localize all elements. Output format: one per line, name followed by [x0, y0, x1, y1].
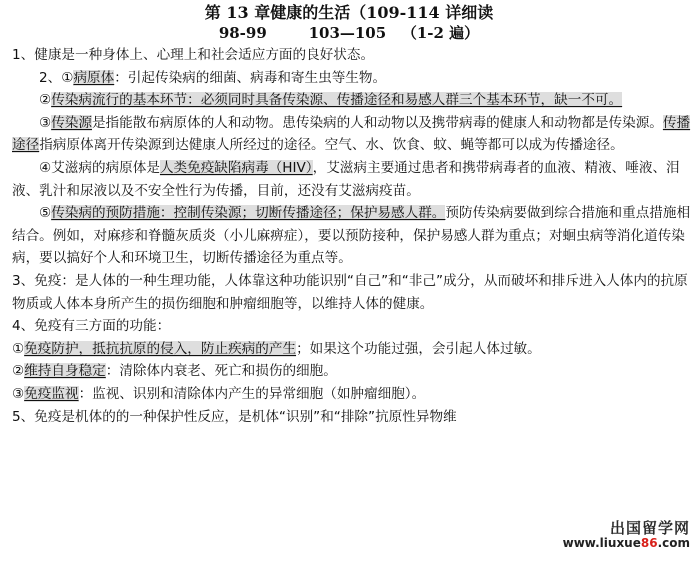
paragraph-aids: ④艾滋病的病原体是人类免疫缺陷病毒（HIV），艾滋病主要通过患者和携带病毒者的血液、精液、唾液、泪液、乳汁和尿液以及不安全性行为传播，目前，还没有艾滋病疫苗。 — [12, 159, 680, 199]
site-watermark — [563, 520, 690, 551]
highlight-transmission-route: 传播途径 — [12, 114, 691, 154]
paragraph-function-defense: ①免疫防护，抵抗抗原的侵入，防止疾病的产生；如果这个功能过强，会引起人体过敏。 — [12, 340, 541, 357]
chapter-title: 第 13 章健康的生活（109-114 详细读 — [204, 3, 494, 22]
highlight-defense: 免疫防护，抵抗抗原的侵入，防止疾病的产生 — [24, 340, 297, 357]
highlight-infection-source: 传染源 — [51, 114, 92, 131]
highlight-hiv: 人类免疫缺陷病毒（HIV） — [159, 159, 313, 176]
paragraph-function-surveillance: ③免疫监视：监视、识别和清除体内产生的异常细胞（如肿瘤细胞）。 — [12, 385, 426, 402]
highlight-stability: 维持自身稳定 — [24, 363, 106, 380]
document-body — [12, 44, 692, 428]
paragraph-health-definition: 1、健康是一种身体上、心理上和社会适应方面的良好状态。 — [12, 47, 375, 63]
highlight-prevention: 传染病的预防措施：控制传染源；切断传播途径；保护易感人群。 — [51, 205, 446, 222]
paragraph-infection-source: ③传染源是指能散布病原体的人和动物。患传染病的人和动物以及携带病毒的健康人和动物都是传染源。传播途径指病原体离开传染源到达健康人所经过的途径。空气、水、饮食、蚊、蝇等都可以成为传播途径。 — [12, 114, 691, 154]
paragraph-pathogen: 2、①病原体：引起传染病的细菌、病毒和寄生虫等生物。 — [39, 69, 387, 86]
paragraph-immune-functions: 4、免疫有三方面的功能： — [12, 318, 171, 335]
paragraph-function-stability: ②维持自身稳定：清除体内衰老、死亡和损伤的细胞。 — [12, 363, 337, 380]
paragraph-immune-response: 5、免疫是机体的的一种保护性反应，是机体“识别”和“排除”抗原性异物维 — [12, 408, 457, 425]
paragraph-prevention: ⑤传染病的预防措施：控制传染源；切断传播途径；保护易感人群。预防传染病要做到综合措施和重点措施相结合。例如，对麻疹和脊髓灰质炎（小儿麻痹症），要以预防接种，保护易感人群为重点；对蛔虫病等消化道传染病，要以搞好个人和环境卫生，切断传播途径为重点等。 — [12, 205, 691, 267]
paragraph-epidemic-links: ②传染病流行的基本环节：必须同时具备传染源、传播途径和易感人群三个基本环节，缺一不可。 — [39, 92, 623, 109]
highlight-surveillance: 免疫监视 — [24, 385, 79, 402]
highlight-pathogen: 病原体 — [73, 69, 115, 86]
watermark-url: www.liuxue86.com — [562, 536, 690, 551]
highlight-epidemic-links: 传染病流行的基本环节：必须同时具备传染源、传播途径和易感人群三个基本环节，缺一不可。 — [51, 92, 623, 109]
page-range-subtitle: 98-99 103—105 （1-2 遍） — [218, 24, 480, 42]
watermark-site-name: 出国留学网 — [609, 519, 690, 537]
paragraph-immunity: 3、免疫：是人体的一种生理功能，人体靠这种功能识别“自己”和“非己”成分，从而破坏和排斥进入人体内的抗原物质或人体本身所产生的损伤细胞和肿瘤细胞等，以维持人体的健康。 — [12, 272, 688, 312]
